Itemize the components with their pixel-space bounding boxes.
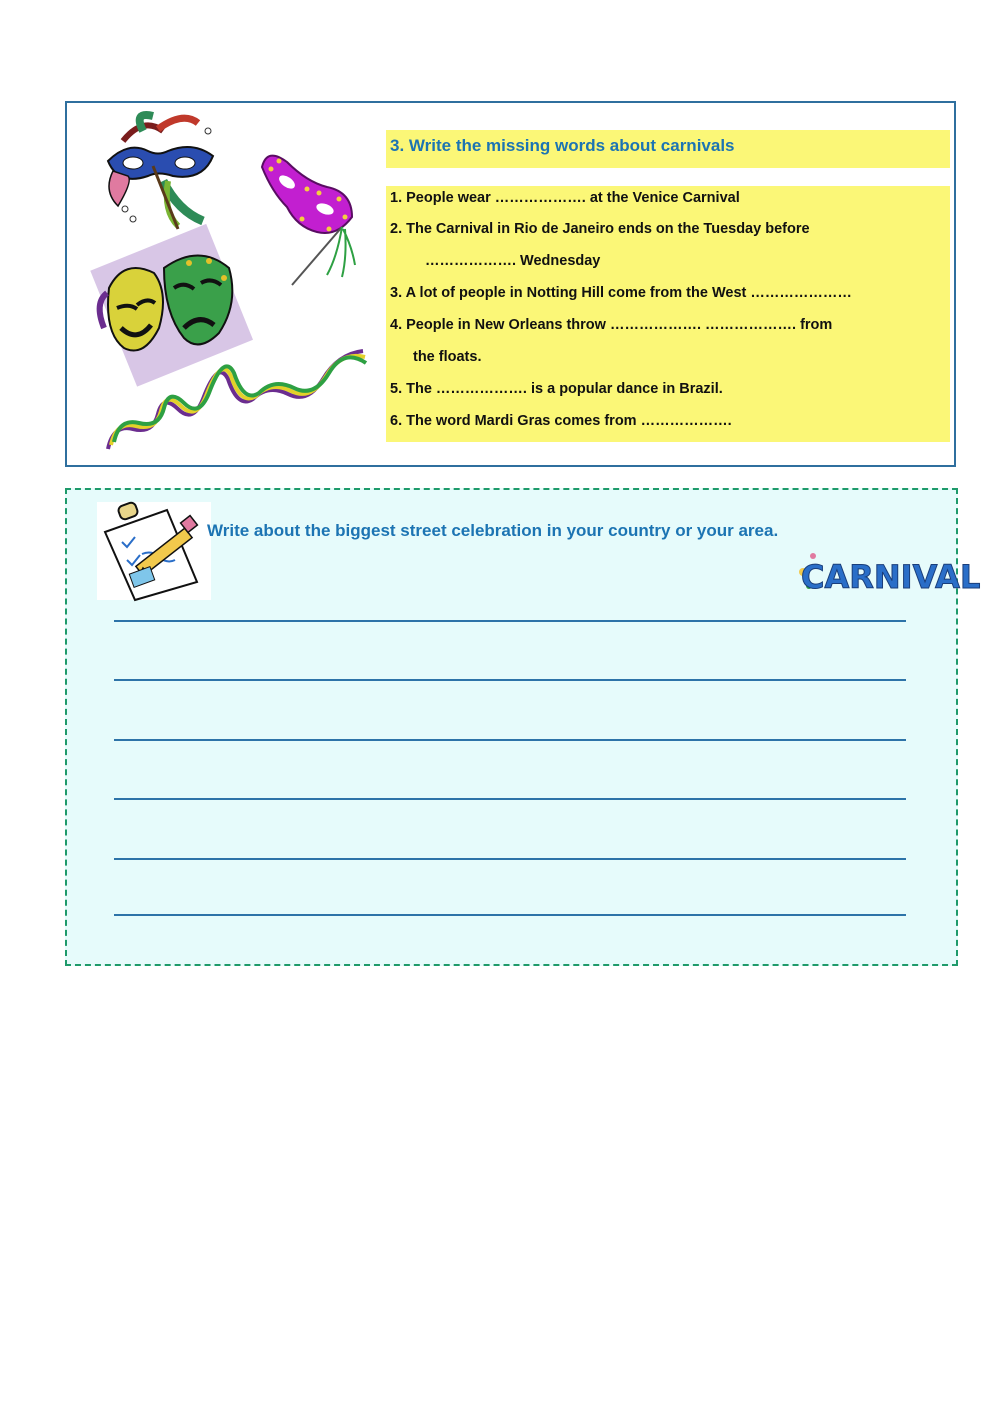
answer-line-4[interactable] [114,798,906,800]
masquerade-mask-icon [257,147,362,292]
question-3: 3. A lot of people in Notting Hill come from the West ………………… [390,285,852,301]
exercise-3-items [386,186,950,442]
writing-heading: Write about the biggest street celebration in your country or your area. [207,521,779,540]
answer-line-3[interactable] [114,739,906,741]
carnival-logo [795,544,981,603]
question-1: 1. People wear ………………. at the Venice Carnival [390,190,740,206]
answer-line-6[interactable] [114,914,906,916]
answer-line-2[interactable] [114,679,906,681]
question-2: 2. The Carnival in Rio de Janeiro ends on the Tuesday before [390,221,810,237]
answer-line-1[interactable] [114,620,906,622]
question-5: 5. The ………………. is a popular dance in Brazil. [390,381,723,397]
question-4-continued: the floats. [413,349,482,365]
exercise-3-box [65,101,956,467]
question-4: 4. People in New Orleans throw ………………. ………………. from [390,317,833,333]
carnival-mask-icon [103,111,223,236]
exercise-3-title-band [386,130,950,168]
exercise-3-title: 3. Write the missing words about carnivals [390,136,735,155]
ribbon-streamer-icon [103,339,368,459]
writing-box [65,488,981,966]
svg-text:CARNIVAL: CARNIVAL [801,558,981,596]
question-6: 6. The word Mardi Gras comes from ………………. [390,413,732,429]
notepad-pencil-icon [97,502,211,600]
question-2-continued: ………………. Wednesday [425,253,601,269]
answer-line-5[interactable] [114,858,906,860]
